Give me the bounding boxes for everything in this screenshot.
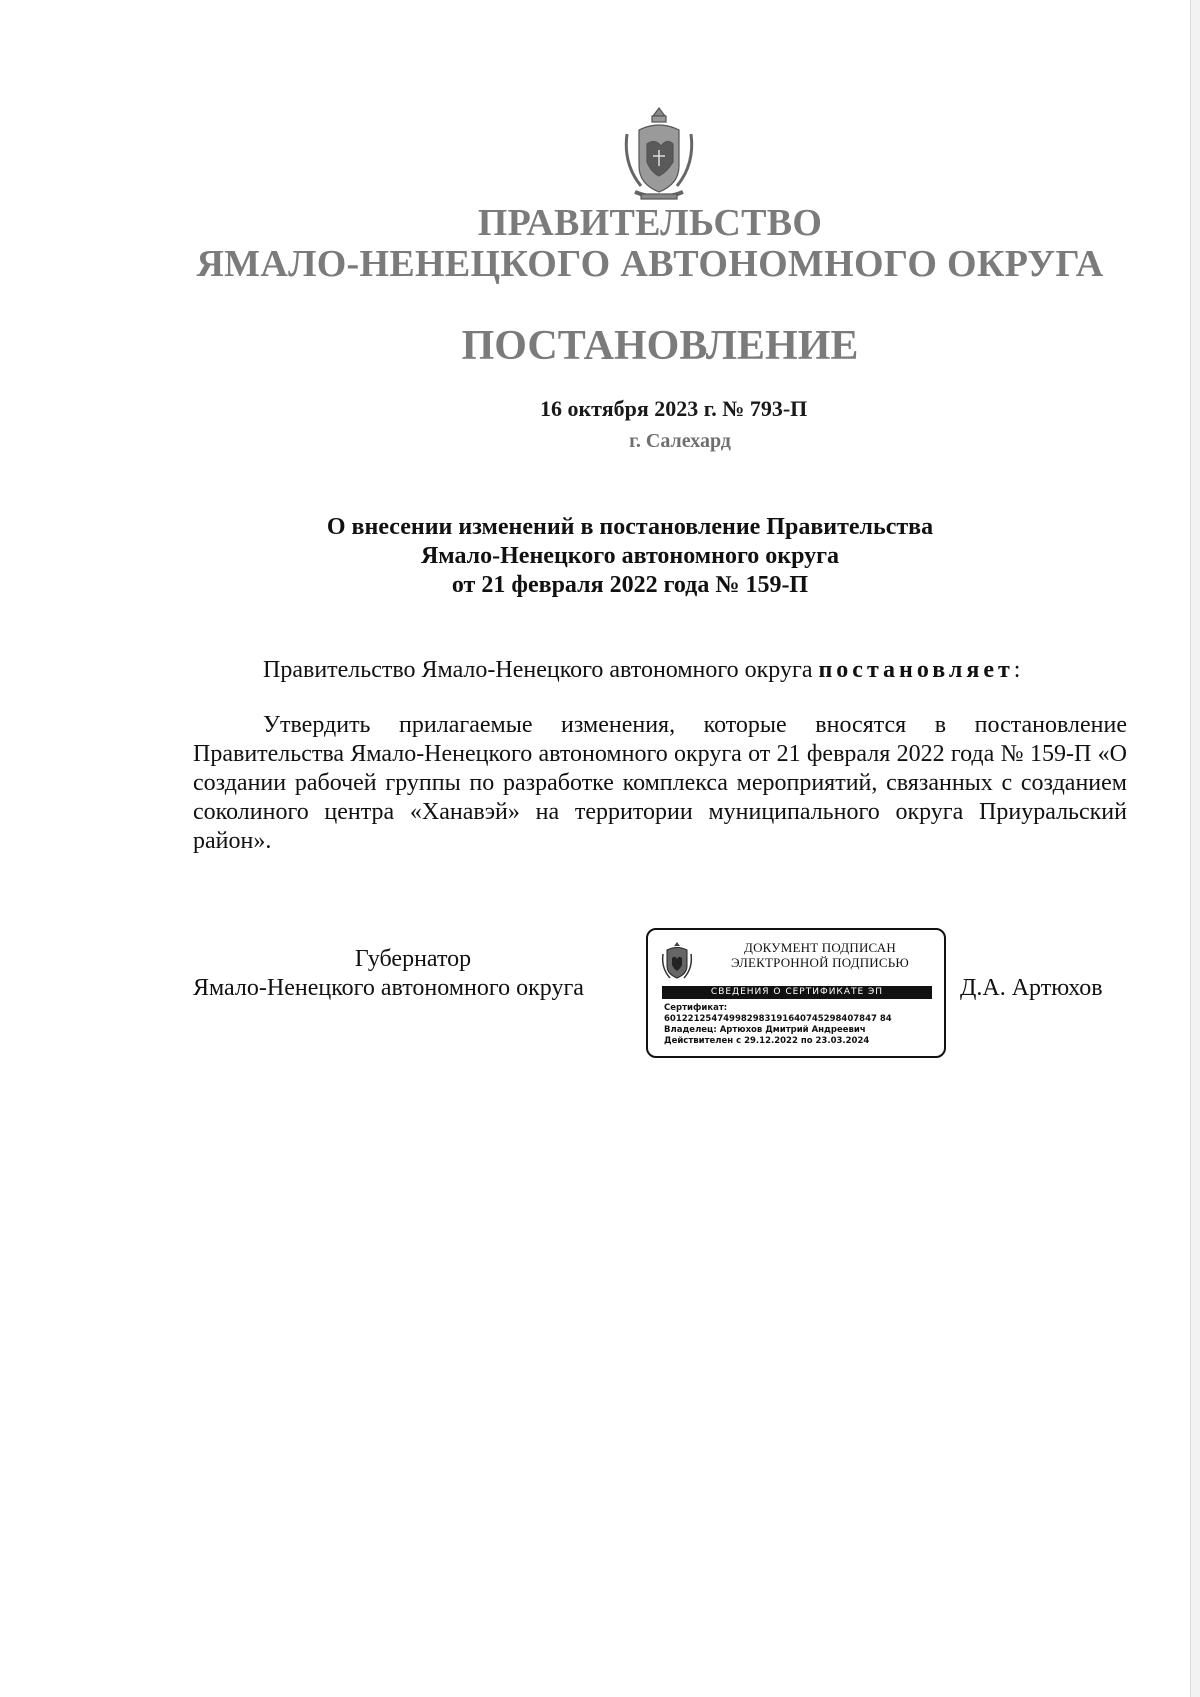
preamble-colon: : (1013, 657, 1021, 683)
stamp-emblem-icon (660, 940, 694, 982)
date-and-number: 16 октября 2023 г. № 793-П (540, 396, 808, 421)
document-title (240, 513, 1020, 600)
signatory-role (193, 945, 643, 1003)
stamp-heading (700, 940, 940, 970)
preamble-verb: постановляет (818, 657, 1014, 683)
title-line1: О внесении изменений в постановление Правительства (326, 514, 934, 540)
signatory-name: Д.А. Артюхов (960, 975, 1103, 1001)
document-type: ПОСТАНОВЛЕНИЕ (461, 323, 859, 369)
stamp-heading-line2: ЭЛЕКТРОННОЙ ПОДПИСЬЮ (731, 955, 909, 970)
government-name-line2: ЯМАЛО-НЕНЕЦКОГО АВТОНОМНОГО ОКРУГА (196, 243, 1104, 285)
title-line2: Ямало-Ненецкого автономного округа (420, 543, 840, 569)
stamp-certificate-info (664, 1003, 892, 1047)
page-edge (1190, 0, 1200, 1697)
city: г. Салехард (629, 430, 731, 452)
title-line3: от 21 февраля 2022 года № 159-П (451, 572, 809, 598)
stamp-owner: Владелец: Артюхов Дмитрий Андреевич (664, 1025, 866, 1035)
stamp-cert-label: Сертификат: (664, 1003, 728, 1013)
government-name-line1: ПРАВИТЕЛЬСТВО (477, 202, 823, 244)
stamp-heading-line1: ДОКУМЕНТ ПОДПИСАН (744, 940, 896, 955)
preamble-text: Правительство Ямало-Ненецкого автономного округа (263, 657, 819, 683)
signatory-role-line1: Губернатор (354, 946, 472, 972)
stamp-certificate-bar: СВЕДЕНИЯ О СЕРТИФИКАТЕ ЭП (662, 986, 932, 999)
coat-of-arms-icon (619, 104, 699, 204)
electronic-signature-stamp (646, 928, 946, 1058)
stamp-cert-number: 601221254749982983191640745298407847 84 (664, 1014, 892, 1024)
signatory-role-line2: Ямало-Ненецкого автономного округа (193, 975, 584, 1001)
body-paragraph: Утвердить прилагаемые изменения, которые вносятся в постановление Правительства Ямало-Ненецкого автономного округа от 21 февраля 2022 года № 159-П «О создании рабочей группы по разработке комплекса мероприятий, связанных с созданием соколиного центра «Ханавэй» на территории муниципального округа Приуральский район». (193, 712, 1127, 854)
preamble (263, 655, 1020, 685)
stamp-validity: Действителен с 29.12.2022 по 23.03.2024 (664, 1036, 870, 1046)
